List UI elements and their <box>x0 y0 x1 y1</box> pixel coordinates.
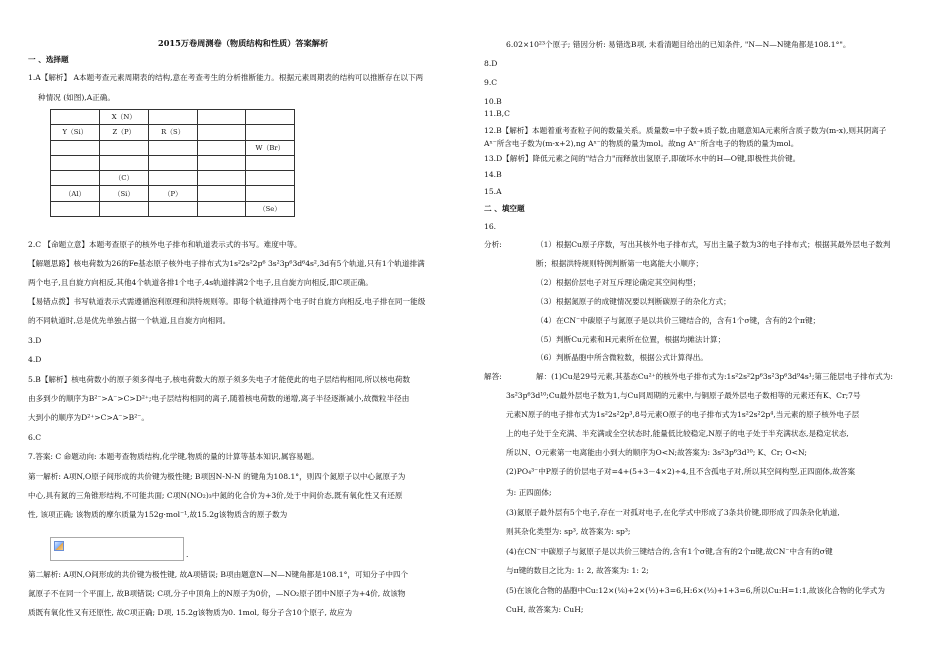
answer-line: 性, 该项正确; 该物质的摩尔质量为152g·mol⁻¹,故15.2g该物质含的原子数为 <box>28 510 288 519</box>
table-cell <box>148 171 197 186</box>
analysis-line: 断；根据洪特规则特例判断第一电离能大小顺序； <box>536 259 704 268</box>
answer-line: 氮原子不在同一个平面上, 故B项错误; C项,分子中顶角上的N原子为0价，—NO₂原子团中N原子为+4价, 故该物 <box>28 589 406 598</box>
analysis-label: 分析: <box>484 240 502 249</box>
answer-line: 14.B <box>484 170 502 179</box>
answer-line: 由多到少的顺序为B²⁻>A⁻>C>D²⁺;电子层结构相同的离子,随着核电荷数的递增,离子半径逐渐减小,故微粒半径由 <box>28 394 410 403</box>
answer-line: 质既有氧化性又有还原性, 故C项正确; D项, 15.2g该物质为0. 1mol, 每分子含10个原子, 故应为 <box>28 608 353 617</box>
answer-line: 11.B,C <box>484 109 510 118</box>
answer-line: 【易错点拨】书写轨道表示式需遵循泡利原理和洪特规则等。即每个轨道排两个电子时自旋方向相反,电子排在同一能级 <box>28 297 426 306</box>
question-number: 16. <box>484 222 497 231</box>
table-row <box>51 186 295 201</box>
table-cell: （P） <box>148 186 197 201</box>
table-cell: Y（Si） <box>51 125 100 140</box>
table-cell <box>51 140 100 155</box>
solution-line: (4)在CN⁻中碳原子与氮原子是以共价三键结合的,含有1个σ键,含有的2个π键,故CN⁻中含有的σ键 <box>506 547 833 556</box>
table-cell: （Al） <box>51 186 100 201</box>
table-cell: （Se） <box>245 201 294 216</box>
answer-line: 10.B <box>484 97 502 106</box>
answer-line: 5.B【解析】核电荷数小的原子须多得电子,核电荷数大的原子须多失电子才能使此的电子层结构相同,所以核电荷数 <box>28 375 411 384</box>
solution-line: 3s²3p⁶3d¹⁰;Cu最外层电子数为1,与Cu同周期的元素中,与铜原子最外层电子数相等的元素还有K、Cr;7号 <box>506 391 861 400</box>
table-cell <box>51 201 100 216</box>
section-heading-choice: 一 、选择题 <box>28 55 69 64</box>
answer-line: 3.D <box>28 336 42 345</box>
table-cell <box>197 186 245 201</box>
answer-line: 6.02×10²³个原子; 错因分析: 易错选B项, 未看清题目给出的已知条件, "N—N—N键角都是108.1°"。 <box>506 40 851 49</box>
answer-line: 4.D <box>28 355 42 364</box>
solution-line: (5)在该化合物的晶胞中Cu:12×(⅙)+2×(½)+3=6,H:6×(⅓)+1+3=6,所以Cu:H=1:1,故该化合物的化学式为 <box>506 586 885 595</box>
table-cell <box>245 155 294 170</box>
answer-line: 1.A【解析】 A本题考查元素周期表的结构,意在考查考生的分析推断能力。根据元素周期表的结构可以推断存在以下两 <box>28 73 424 82</box>
answer-line: 第二解析: A项N,O间形成的共价键为极性键, 故A项错误; B项由题意N—N—N键角都是108.1°，可知分子中四个 <box>28 570 409 579</box>
table-row <box>51 110 295 125</box>
table-cell <box>197 171 245 186</box>
table-cell: （C） <box>99 171 148 186</box>
solution-label: 解答: <box>484 372 502 381</box>
analysis-line: （6）判断晶胞中所含微粒数，根据公式计算得出。 <box>536 353 708 362</box>
table-row <box>51 171 295 186</box>
solution-line: 则其杂化类型为: sp³, 故答案为: sp³; <box>506 527 631 536</box>
table-row <box>51 125 295 140</box>
answer-line: 7.答案: C 命题动向: 本题考查物质结构,化学键,物质的量的计算等基本知识,属容易题。 <box>28 452 319 461</box>
analysis-line: （3）根据氮原子的成键情况要以判断碳原子的杂化方式； <box>536 297 731 306</box>
answer-line: 13.D【解析】降低元素之间的"结合力"而释放出氢原子,即破坏水中的H—O键,即极性共价键。 <box>484 154 801 163</box>
table-cell <box>197 110 245 125</box>
table-cell <box>51 110 100 125</box>
table-cell <box>245 171 294 186</box>
solution-line: CuH, 故答案为: CuH; <box>506 605 584 614</box>
solution-line: 所以N、O元素第一电离能由小到大的顺序为O<N;故答案为: 3s²3p⁶3d¹⁰; K、Cr; O<N; <box>506 448 807 457</box>
answer-line: 的不同轨道时,总是优先单独占据一个轨道,且自旋方向相同。 <box>28 316 231 325</box>
table-row <box>51 155 295 170</box>
analysis-line: （5）判断Cu元素和H元素所在位置，根据均摊法计算； <box>536 335 726 344</box>
table-cell <box>245 186 294 201</box>
answer-line: 大到小的顺序为D²⁺>C>A⁻>B²⁻。 <box>28 413 149 422</box>
answer-line: 8.D <box>484 59 498 68</box>
answer-line: Aˣ⁻所含电子数为(m-x+2),ng Aˣ⁻的物质的量为mol。故ng Aˣ⁻所含电子的物质的量为mol。 <box>484 139 799 148</box>
table-row <box>51 201 295 216</box>
solution-line: 元素N原子的电子排布式为1s²2s²2p³,8号元素O原子的电子排布式为1s²2s²2p⁴,当元素的原子核外电子层 <box>506 410 860 419</box>
table-cell: R（S） <box>148 125 197 140</box>
table-cell: X（N） <box>99 110 148 125</box>
analysis-line: （2）根据价层电子对互斥理论确定其空间构型； <box>536 278 701 287</box>
table-cell: （Si） <box>99 186 148 201</box>
table-row <box>51 140 295 155</box>
table-cell <box>197 155 245 170</box>
table-cell <box>99 201 148 216</box>
table-cell <box>51 155 100 170</box>
solution-line: 解：(1)Cu是29号元素,其基态Cu²⁺的核外电子排布式为:1s²2s²2p⁶3s²3p⁶3d⁹4s¹;第三能层电子排布式为: <box>536 372 893 381</box>
solution-line: (2)PO₄³⁻中P原子的价层电子对=4+(5+3－4×2)÷4,且不含孤电子对,所以其空间构型,正四面体,故答案 <box>506 467 856 476</box>
solution-line: (3)氮原子最外层有5个电子,存在一对孤对电子,在化学式中形成了3条共价键,即形成了四条杂化轨道, <box>506 508 840 517</box>
solution-line: 为: 正四面体; <box>506 488 552 497</box>
image-icon <box>54 541 64 551</box>
table-cell: Z（P） <box>99 125 148 140</box>
table-cell <box>148 140 197 155</box>
answer-line: 种情况 (如图),A正确。 <box>38 93 115 102</box>
table-cell <box>51 171 100 186</box>
solution-line: 上的电子处于全充满、半充满或全空状态时,能量低比较稳定,N原子的电子处于半充满状态,是稳定状态, <box>506 429 849 438</box>
table-cell <box>99 155 148 170</box>
table-cell <box>197 201 245 216</box>
table-cell <box>148 110 197 125</box>
table-cell: W（Br） <box>245 140 294 155</box>
answer-line: 两个电子,且自旋方向相反,其他4个轨道各排1个电子,4s轨道排满2个电子,且自旋方向相反,即C项正确。 <box>28 278 373 287</box>
table-cell <box>245 110 294 125</box>
table-cell <box>148 201 197 216</box>
solution-line: 与π键的数目之比为: 1: 2, 故答案为: 1: 2; <box>506 566 649 575</box>
analysis-line: （4）在CN⁻中碳原子与氮原子是以共价三键结合的，含有1个σ键，含有的2个π键； <box>536 316 821 325</box>
answer-line: 12.B【解析】本题着重考查粒子间的数量关系。质量数=中子数+质子数,由题意知A元素所含质子数为(m-x),则其阴离子 <box>484 126 887 135</box>
table-cell <box>245 125 294 140</box>
page-title: 2015万卷周测卷（物质结构和性质）答案解析 <box>158 38 329 48</box>
answer-line: 15.A <box>484 187 502 196</box>
table-cell <box>99 140 148 155</box>
broken-image-placeholder <box>50 537 184 561</box>
table-cell <box>197 125 245 140</box>
answer-line: 中心,具有氮的三角锥形结构,不可能共面; C项N(NO₂)₃中氮的化合价为+3价,处于中间价态,既有氧化性又有还原 <box>28 491 403 500</box>
period-mark: . <box>186 550 189 559</box>
answer-line: 6.C <box>28 433 42 442</box>
analysis-line: （1）根据Cu原子序数，写出其核外电子排布式，写出主量子数为3的电子排布式；根据其最外层电子数判 <box>536 240 891 249</box>
answer-line: 【解题思路】核电荷数为26的Fe基态原子核外电子排布式为1s²2s²2p⁶ 3s²3p⁶3d⁶4s²,3d有5个轨道,只有1个轨道排满 <box>28 259 425 268</box>
table-cell <box>197 140 245 155</box>
periodic-table-fragment <box>50 109 295 217</box>
answer-line: 第一解析: A项N,O原子间形成的共价键为极性键; B项因N-N-N 的键角为108.1°，则四个氮原子以中心氮原子为 <box>28 472 406 481</box>
answer-line: 9.C <box>484 78 498 87</box>
section-heading-fill: 二 、填空题 <box>484 204 525 213</box>
answer-line: 2.C 【命题立意】本题考查原子的核外电子排布和轨道表示式的书写。难度中等。 <box>28 240 302 249</box>
table-cell <box>148 155 197 170</box>
